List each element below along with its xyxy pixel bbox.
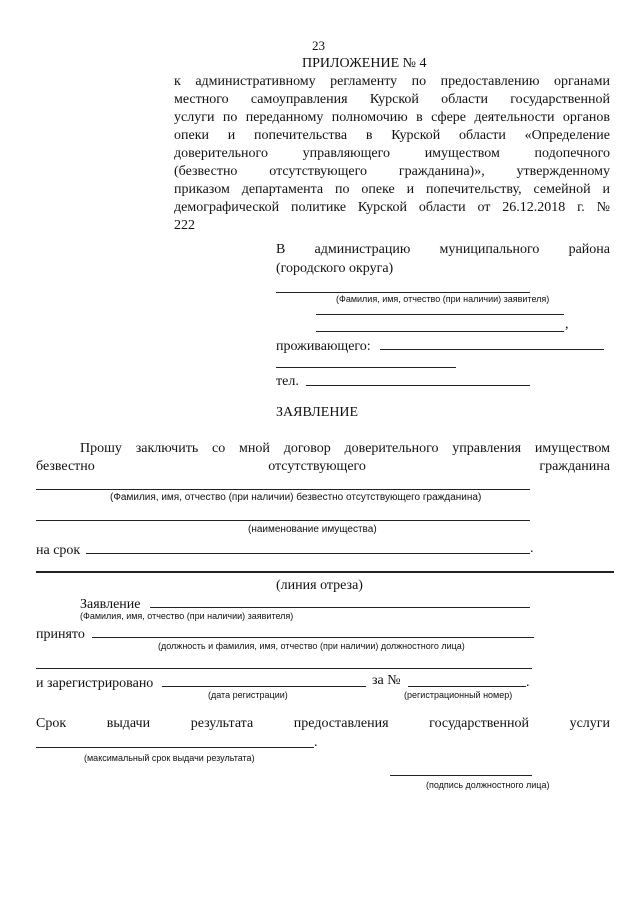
receipt-applicant-field[interactable] bbox=[150, 607, 530, 608]
registered-label: и зарегистрировано bbox=[36, 676, 154, 691]
addressee-line: В администрацию муниципального района bbox=[276, 242, 610, 257]
address-field[interactable] bbox=[380, 349, 604, 350]
comma: , bbox=[565, 317, 569, 332]
result-term-caption: (максимальный срок выдачи результата) bbox=[84, 753, 255, 763]
official-caption: (должность и фамилия, имя, отчество (при наличии) должностного лица) bbox=[158, 641, 465, 651]
appendix-line: опеки и попечительства в Курской области «Определение bbox=[174, 128, 610, 143]
appendix-line: демографической политике Курской области от 26.12.2018 г. № bbox=[174, 200, 610, 215]
statement-line-2 bbox=[36, 459, 610, 475]
term-word: выдачи bbox=[106, 716, 151, 731]
cut-line-label: (линия отреза) bbox=[276, 578, 363, 593]
term-word: Срок bbox=[36, 716, 67, 731]
term-word: результата bbox=[190, 716, 254, 731]
registration-number-field[interactable] bbox=[408, 686, 526, 687]
phone-field[interactable] bbox=[306, 385, 530, 386]
missing-person-caption: (Фамилия, имя, отчество (при наличии) безвестно отсутствующего гражданина) bbox=[110, 492, 482, 503]
applicant-name-field-3[interactable] bbox=[316, 331, 564, 332]
number-label: за № bbox=[372, 673, 401, 688]
applicant-name-caption: (Фамилия, имя, отчество (при наличии) заявителя) bbox=[336, 294, 550, 304]
missing-person-field[interactable] bbox=[36, 489, 530, 490]
page-number: 23 bbox=[312, 38, 325, 53]
statement-word: безвестно bbox=[36, 459, 95, 474]
property-caption: (наименование имущества) bbox=[248, 524, 377, 535]
term-dot: . bbox=[530, 541, 534, 556]
statement-line: Прошу заключить со мной договор доверительного управления имуществом bbox=[80, 441, 610, 456]
applicant-name-field-2[interactable] bbox=[316, 314, 564, 315]
phone-label: тел. bbox=[276, 374, 299, 389]
appendix-line: (безвестно отсутствующего гражданина)», утвержденному bbox=[174, 164, 610, 179]
registration-dot: . bbox=[526, 675, 530, 690]
address-field-2[interactable] bbox=[276, 367, 456, 368]
appendix-line: местного самоуправления Курской области государственной bbox=[174, 92, 610, 107]
accepted-label: принято bbox=[36, 627, 85, 642]
result-term-dot: . bbox=[314, 735, 318, 750]
registration-date-caption: (дата регистрации) bbox=[208, 690, 288, 700]
addressee-line: (городского округа) bbox=[276, 261, 394, 276]
official-field[interactable] bbox=[92, 637, 534, 638]
cut-line bbox=[36, 571, 614, 573]
appendix-title: ПРИЛОЖЕНИЕ № 4 bbox=[302, 56, 427, 71]
appendix-line: доверительного управляющего имуществом подопечного bbox=[174, 146, 610, 161]
appendix-line: услуги по переданному полномочию в сфере деятельности органов bbox=[174, 110, 610, 125]
term-word: предоставления bbox=[293, 716, 389, 731]
receipt-statement-label: Заявление bbox=[80, 597, 141, 612]
appendix-line: к административному регламенту по предоставлению органами bbox=[174, 74, 610, 89]
term-field[interactable] bbox=[86, 553, 530, 554]
signature-field[interactable] bbox=[390, 775, 532, 776]
receipt-applicant-caption: (Фамилия, имя, отчество (при наличии) заявителя) bbox=[80, 611, 294, 621]
appendix-line: приказом департамента по опеке и попечительству, семейной и bbox=[174, 182, 610, 197]
registration-date-field[interactable] bbox=[162, 686, 366, 687]
statement-word: отсутствующего bbox=[268, 459, 366, 474]
official-field-2[interactable] bbox=[36, 668, 532, 669]
property-field[interactable] bbox=[36, 520, 530, 521]
term-sentence bbox=[36, 716, 610, 732]
term-word: государственной bbox=[429, 716, 529, 731]
statement-title: ЗАЯВЛЕНИЕ bbox=[276, 405, 359, 420]
term-word: услуги bbox=[569, 716, 610, 731]
registration-number-caption: (регистрационный номер) bbox=[404, 690, 513, 700]
term-label: на срок bbox=[36, 543, 81, 558]
signature-caption: (подпись должностного лица) bbox=[426, 780, 550, 790]
appendix-line: 222 bbox=[174, 218, 195, 233]
statement-word: гражданина bbox=[539, 459, 610, 474]
applicant-name-field[interactable] bbox=[276, 292, 530, 293]
residing-label: проживающего: bbox=[276, 339, 371, 354]
result-term-field[interactable] bbox=[36, 747, 314, 748]
